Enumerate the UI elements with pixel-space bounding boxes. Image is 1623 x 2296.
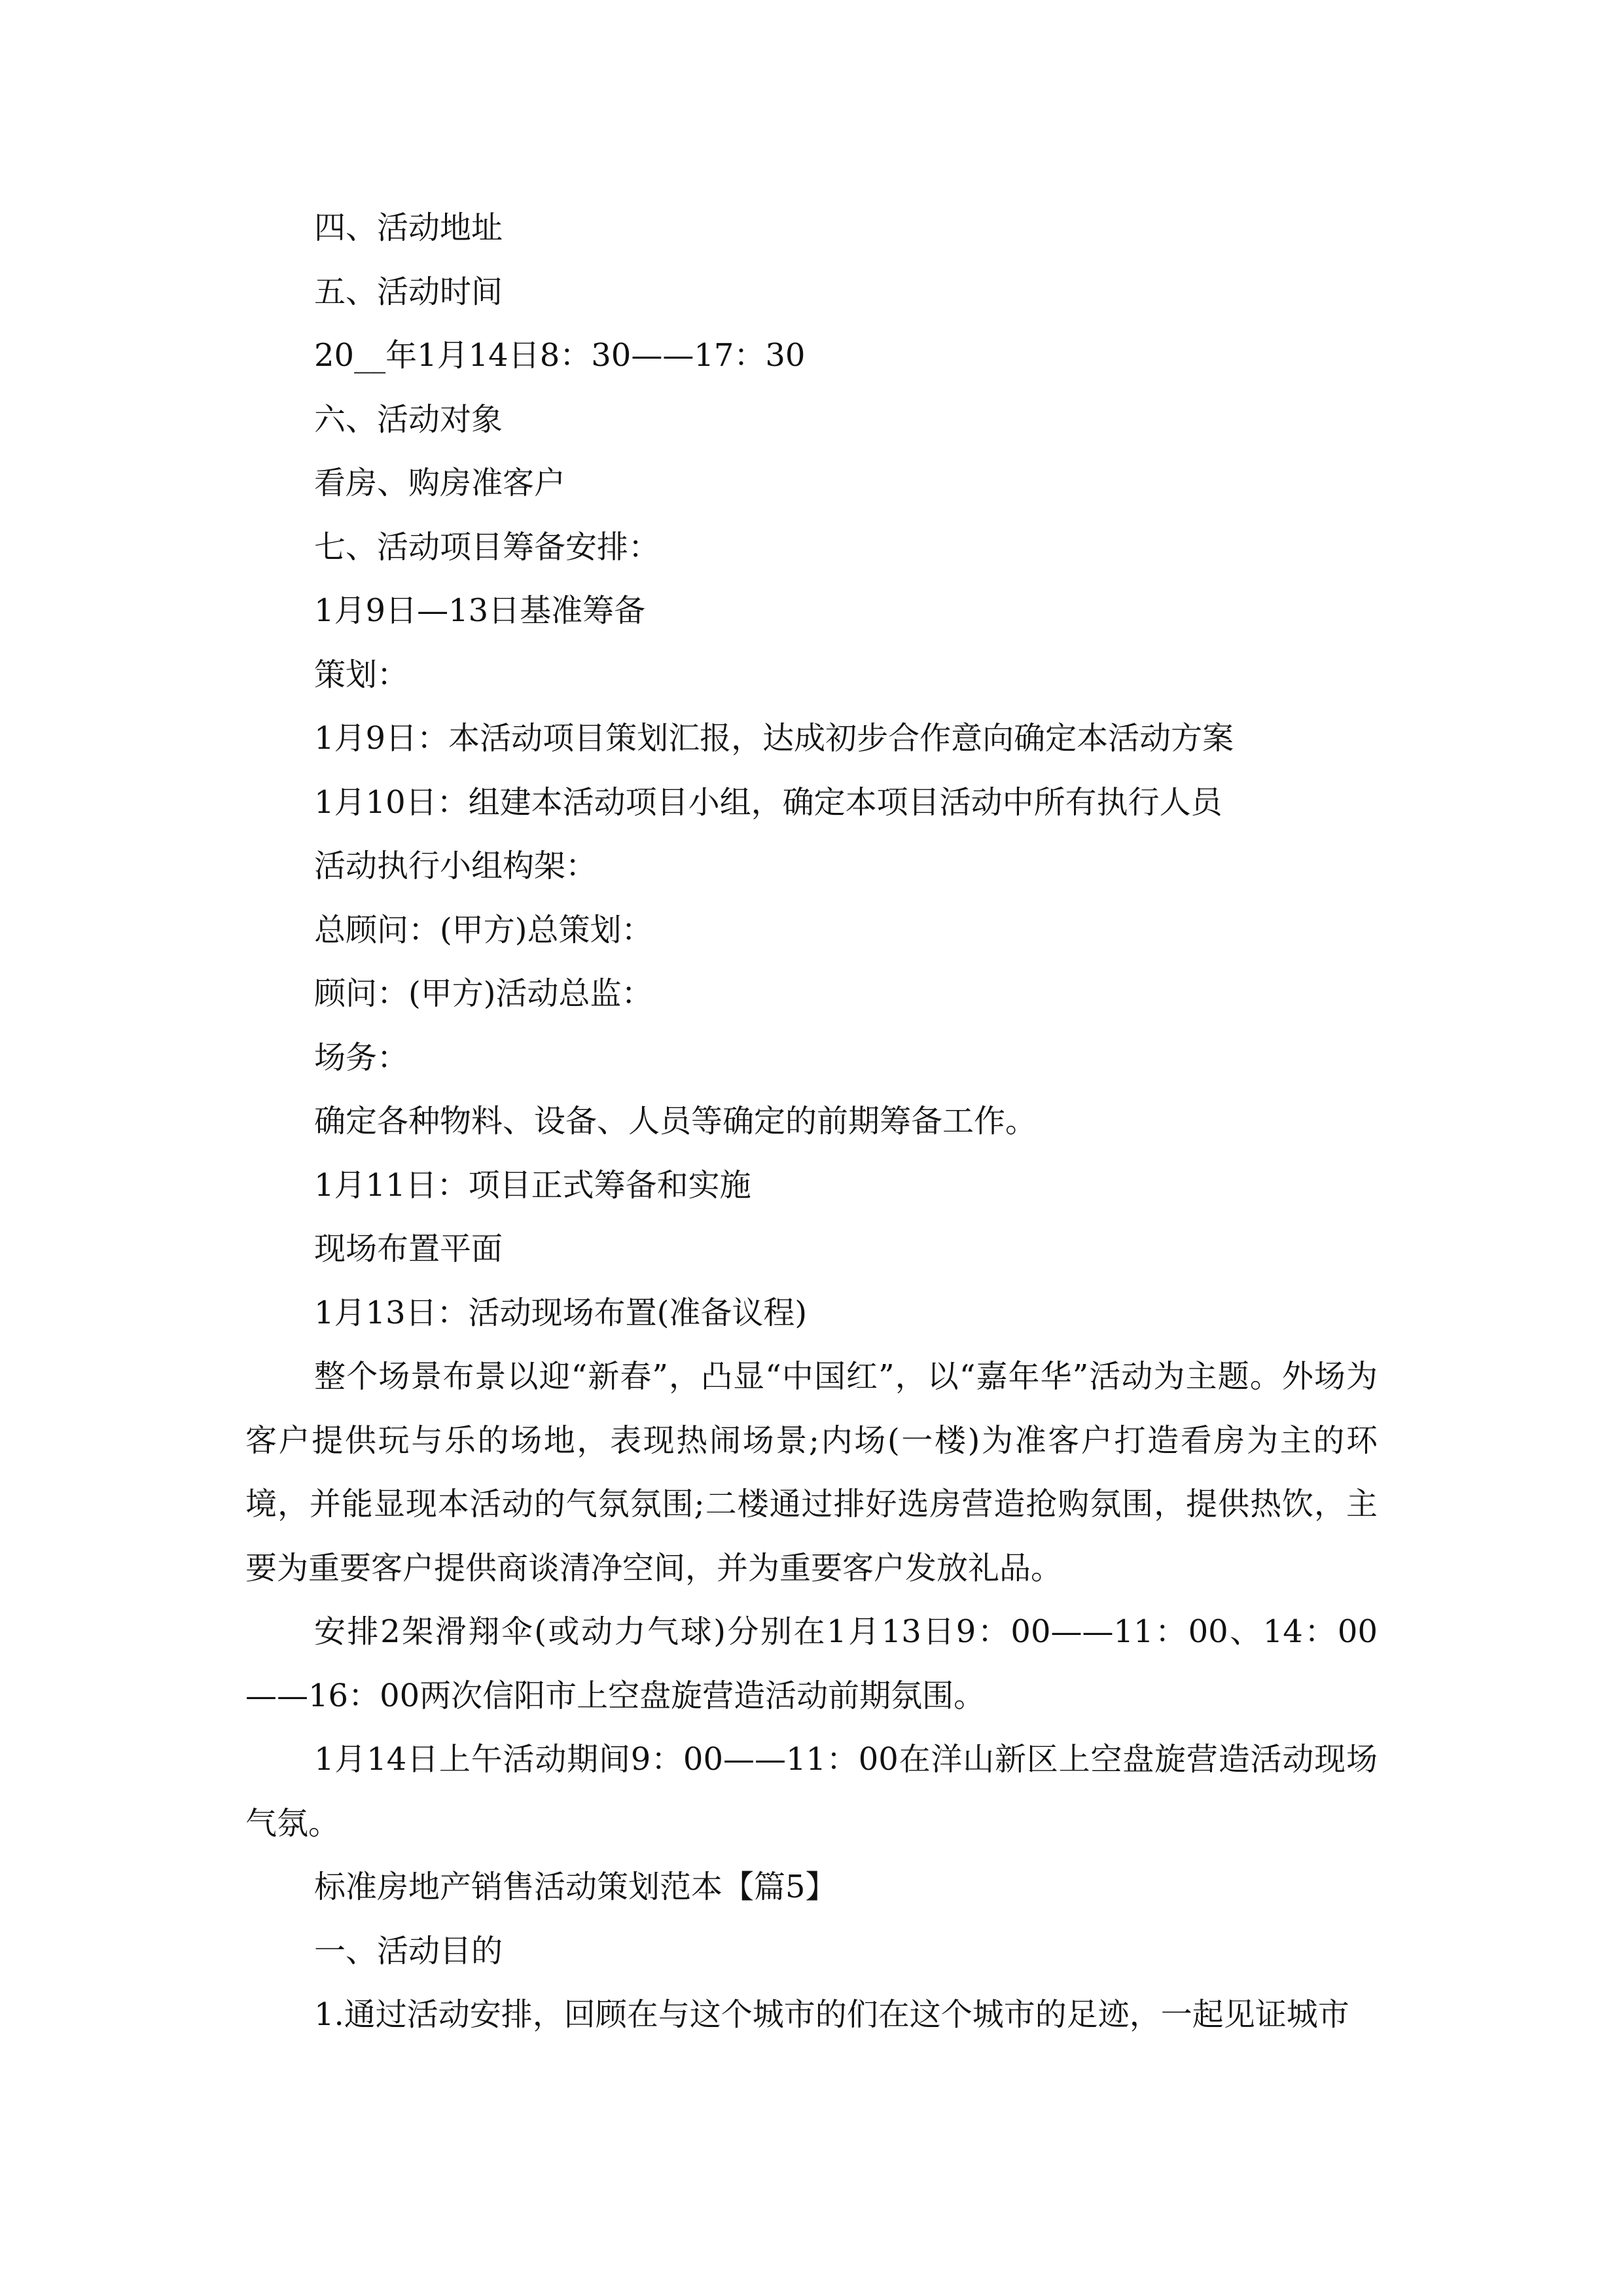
jan14-activity-paragraph: 1月14日上午活动期间9：00——11：00在洋山新区上空盘旋营造活动现场气氛。 bbox=[245, 1741, 1378, 1842]
site-layout-label: 现场布置平面 bbox=[314, 1230, 503, 1267]
planning-label: 策划： bbox=[314, 656, 409, 693]
field-affairs-label: 场务： bbox=[314, 1039, 409, 1076]
team-structure-label: 活动执行小组构架： bbox=[314, 848, 597, 884]
paraglider-paragraph: 安排2架滑翔伞(或动力气球)分别在1月13日9：00——11：00、14：00——16：00两次信阳市上空盘旋营造活动前期氛围。 bbox=[245, 1613, 1378, 1714]
section-heading-preparation: 七、活动项目筹备安排： bbox=[314, 528, 660, 565]
preparation-period-text: 1月9日—13日基准筹备 bbox=[314, 592, 646, 629]
chief-advisor-text: 总顾问：(甲方)总策划： bbox=[314, 911, 653, 948]
field-affairs-text: 确定各种物料、设备、人员等确定的前期筹备工作。 bbox=[314, 1103, 1037, 1139]
schedule-item-jan11: 1月11日：项目正式筹备和实施 bbox=[314, 1166, 751, 1204]
section-heading-purpose: 一、活动目的 bbox=[314, 1932, 503, 1969]
scene-description-paragraph: 整个场景布景以迎“新春”，凸显“中国红”，以“嘉年华”活动为主题。外场为客户提供玩与乐的场地，表现热闹场景;内场(一楼)为准客户打造看房为主的环境，并能显现本活动的气氛氛围;二楼通过排好选房营造抢购氛围，提供热饮，主要为重要客户提供商谈清净空间，并为重要客户发放礼品。 bbox=[245, 1358, 1378, 1587]
section-heading-location: 四、活动地址 bbox=[314, 209, 503, 246]
schedule-item-jan9: 1月9日：本活动项目策划汇报，达成初步合作意向确定本活动方案 bbox=[314, 720, 1234, 757]
schedule-item-jan10: 1月10日：组建本活动项目小组，确定本项目活动中所有执行人员 bbox=[314, 783, 1222, 821]
document-body bbox=[245, 196, 1378, 2047]
event-time-text: 20__年1月14日8：30——17：30 bbox=[314, 337, 806, 374]
section-heading-time: 五、活动时间 bbox=[314, 273, 503, 310]
advisor-text: 顾问：(甲方)活动总监： bbox=[314, 975, 653, 1012]
article-title-part5: 标准房地产销售活动策划范本【篇5】 bbox=[314, 1869, 837, 1905]
section-heading-audience: 六、活动对象 bbox=[314, 401, 503, 438]
audience-text: 看房、购房准客户 bbox=[314, 465, 566, 501]
schedule-item-jan13: 1月13日：活动现场布置(准备议程) bbox=[314, 1294, 808, 1331]
purpose-item-1: 1.通过活动安排，回顾在与这个城市的们在这个城市的足迹，一起见证城市 bbox=[314, 1996, 1349, 2033]
